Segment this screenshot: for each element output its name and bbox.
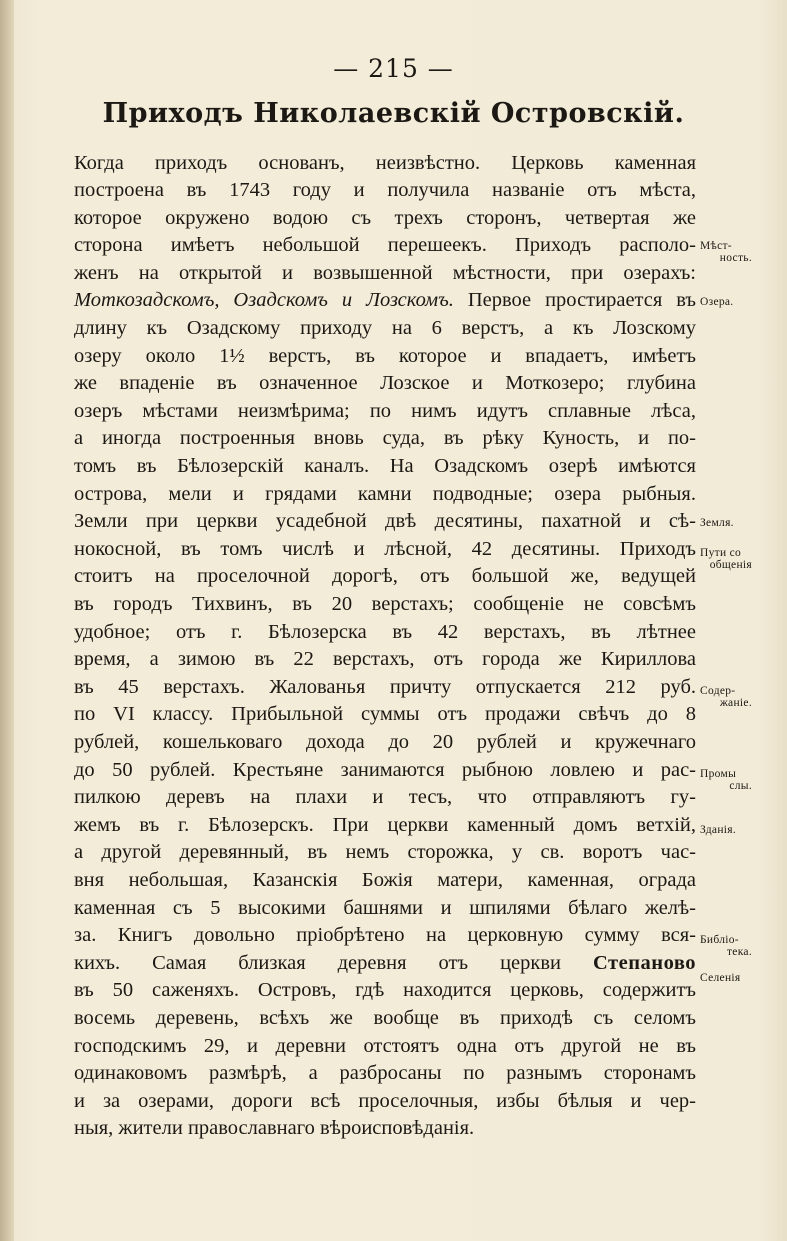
text-line: [74, 287, 696, 313]
text-line: сторона имѣетъ небольшой перешеекъ. Приходъ располо-: [74, 234, 696, 256]
text-line: построена въ 1743 году и получила названіе отъ мѣста,: [74, 179, 696, 201]
text-line-start: кихъ. Самая близкая деревня отъ церкви: [74, 952, 593, 974]
text-line: въ городъ Тихвинъ, въ 20 верстахъ; сообщеніе не совсѣмъ: [74, 593, 696, 615]
page-spine: [0, 0, 14, 1241]
text-line: жемъ въ г. Бѣлозерскъ. При церкви каменный домъ ветхій,: [74, 814, 696, 836]
text-line: озеръ мѣстами неизмѣрима; по нимъ идутъ сплавные лѣса,: [74, 400, 696, 422]
text-line: которое окружено водою съ трехъ сторонъ, четвертая же: [74, 207, 696, 229]
text-line: и за озерами, дороги всѣ проселочныя, избы бѣлыя и чер-: [74, 1090, 696, 1112]
text-line: Земли при церкви усадебной двѣ десятины, пахатной и сѣ-: [74, 510, 696, 532]
margin-note-trades: Промы слы.: [700, 768, 752, 792]
text-line: нокосной, въ томъ числѣ и лѣсной, 42 десятины. Приходъ: [74, 538, 696, 560]
margin-note-locality: Мѣст- ность.: [700, 240, 752, 264]
text-line: пилкою деревъ на плахи и тесъ, что отправляютъ гу-: [74, 786, 696, 808]
text-line: рублей, кошельковаго дохода до 20 рублей и кружечнаго: [74, 731, 696, 753]
lake-names: Моткозадскомъ, Озадскомъ и Лозскомъ.: [74, 289, 454, 311]
text-line: женъ на открытой и возвышенной мѣстности, при озерахъ:: [74, 262, 696, 284]
text-line: ныя, жители православнаго вѣроисповѣданія.: [74, 1117, 475, 1139]
text-line: за. Книгъ довольно пріобрѣтено на церковную сумму вся-: [74, 924, 696, 946]
text-line: острова, мели и грядами камни подводные; озера рыбныя.: [74, 483, 696, 505]
text-line: длину къ Озадскому приходу на 6 верстъ, а къ Лозскому: [74, 317, 696, 339]
text-line: одинаковомъ размѣрѣ, а разбросаны по разнымъ сторонамъ: [74, 1062, 696, 1084]
margin-note-villages: Селенія: [700, 972, 741, 984]
margin-note-library: Библіо- тека.: [700, 934, 752, 958]
text-line-rest: Первое простирается въ: [453, 289, 696, 311]
text-line: томъ въ Бѣлозерскій каналъ. На Озадскомъ озерѣ имѣются: [74, 455, 696, 477]
text-line: восемь деревень, всѣхъ же вообще въ приходѣ съ селомъ: [74, 1007, 696, 1029]
page-title: Приходъ Николаевскій Островскій.: [102, 98, 685, 129]
margin-note-salary: Содер- жаніе.: [700, 685, 752, 709]
text-line: въ 50 саженяхъ. Островъ, гдѣ находится церковь, содержитъ: [74, 979, 696, 1001]
margin-note-lakes: Озера.: [700, 296, 734, 308]
margin-note-buildings: Зданія.: [700, 824, 737, 836]
text-line: до 50 рублей. Крестьяне занимаются рыбною ловлею и рас-: [74, 759, 696, 781]
text-line: по VI классу. Прибыльной суммы отъ продажи свѣчъ до 8: [74, 703, 696, 725]
text-line: [74, 950, 696, 976]
text-line: въ 45 верстахъ. Жалованья причту отпускается 212 руб.: [74, 676, 696, 698]
text-line: удобное; отъ г. Бѣлозерска въ 42 верстахъ, въ лѣтнее: [74, 621, 696, 643]
text-line: озеру около 1½ верстъ, въ которое и впадаетъ, имѣетъ: [74, 345, 696, 367]
text-line: время, а зимою въ 22 верстахъ, отъ города же Кириллова: [74, 648, 696, 670]
margin-note-roads: Пути со общенія: [700, 547, 752, 571]
text-line: каменная съ 5 высокими башнями и шпилями бѣлаго желѣ-: [74, 897, 696, 919]
margin-note-land: Земля.: [700, 517, 734, 529]
text-line: а иногда построенныя вновь суда, въ рѣку Куность, и по-: [74, 427, 696, 449]
text-line: а другой деревянный, въ немъ сторожка, у св. воротъ час-: [74, 841, 696, 863]
text-line: вня небольшая, Казанскія Божія матери, каменная, ограда: [74, 869, 696, 891]
text-line: стоитъ на проселочной дорогѣ, отъ большой же, ведущей: [74, 565, 696, 587]
text-line: же впаденіе въ означенное Лозское и Моткозеро; глубина: [74, 372, 696, 394]
text-line: господскимъ 29, и деревни отстоятъ одна отъ другой не въ: [74, 1035, 696, 1057]
text-line: Когда приходъ основанъ, неизвѣстно. Церковь каменная: [74, 152, 696, 174]
page-number: — 215 —: [333, 54, 454, 83]
village-name: Степаново: [593, 952, 696, 974]
